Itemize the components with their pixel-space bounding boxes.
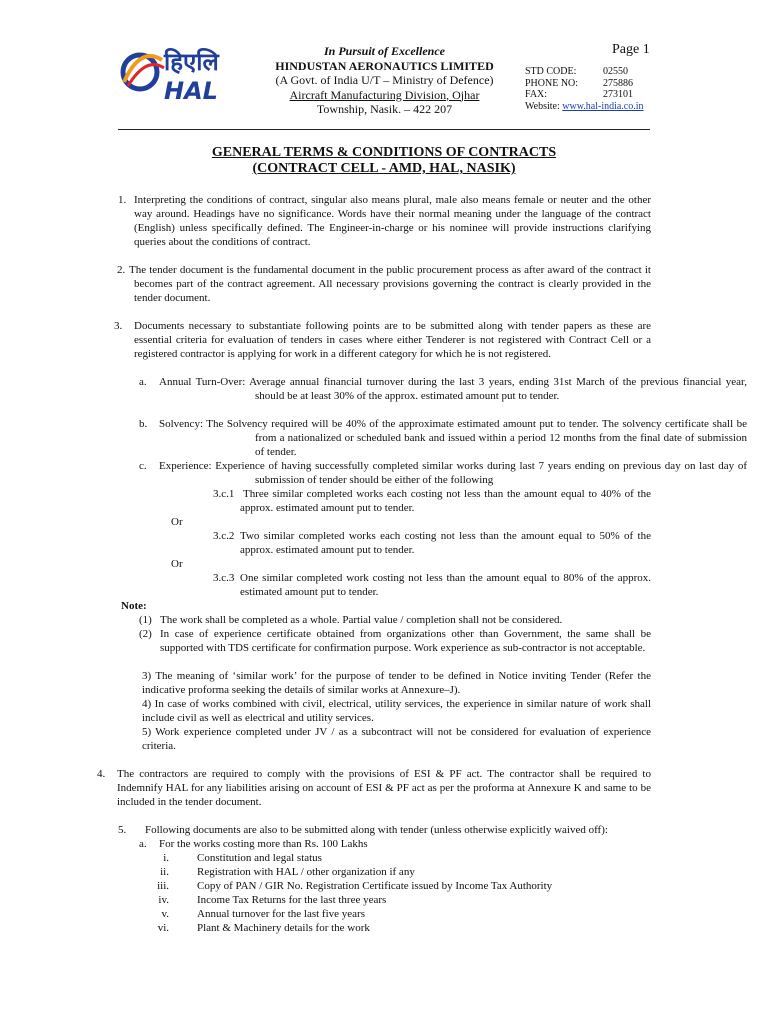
clause-3-text: Documents necessary to substantiate following points are to be submitted along with tender papers as these are essential criteria for evaluation of tenders in cases where either Tenderer is not registered with Contract Cell or a registered contractor is applying for work in a different category for which he is not registered. (134, 320, 651, 360)
clause-3-number: 3. (114, 320, 123, 332)
page-number: Page 1 (612, 42, 650, 57)
note-label: Note: (121, 600, 147, 612)
clause-3a-body: Average annual financial turnover during the last 3 years, ending 31st March of the previous financial year, should be at least 30% of the approx. estimated amount put to tender. (249, 376, 748, 402)
clause-1-text: Interpreting the conditions of contract, singular also means plural, male also means female or neuter and the other way around. Headings have no significance. Words have their normal meaning under the language of the contract (English) unless specifically defined. The Engineer-in-charge or his nominee will provide instructions clarifying queries about the conditions of contract. (134, 194, 651, 248)
clause-5-number: 5. (118, 824, 127, 836)
clause-5a-text: For the works costing more than Rs. 100 Lakhs (159, 838, 368, 850)
note-item (142, 669, 651, 697)
list-item: Annual turnover for the last five years (197, 908, 365, 920)
website-row (525, 101, 644, 113)
contact-value: 273101 (603, 89, 633, 100)
govt-line: (A Govt. of India U/T – Ministry of Defence) (275, 73, 494, 87)
clause-4-number: 4. (97, 768, 106, 780)
clause-3a-number: a. (139, 376, 147, 388)
contact-row (525, 89, 644, 101)
logo-hindi-text: हिएलि (164, 48, 219, 76)
list-item: Income Tax Returns for the last three years (197, 894, 387, 906)
clause-3c-head: Experience: (159, 460, 212, 472)
clause-3c2-text: Two similar completed works each costing not less than the amount equal to 50% of the approx. estimated amount put to tender. (240, 530, 651, 556)
clause-3a-text (159, 375, 747, 403)
list-item: Copy of PAN / GIR No. Registration Certificate issued by Income Tax Authority (197, 880, 553, 892)
clause-5a-number: a. (139, 838, 147, 850)
hal-logo (118, 42, 258, 104)
clause-2-number: 2. (117, 264, 126, 276)
contact-row (525, 66, 644, 78)
contact-row (525, 78, 644, 90)
company-name: HINDUSTAN AERONAUTICS LIMITED (275, 58, 494, 73)
clause-3c2-number: 3.c.2 (213, 530, 235, 542)
clause-2-text: The tender document is the fundamental document in the public procurement process as after award of the contract it becomes part of the contract agreement. All necessary provisions governing the contract is clearly provided in the tender document. (129, 264, 651, 304)
clause-3c-number: c. (139, 460, 147, 472)
clause-3b-number: b. (139, 418, 148, 430)
letterhead (262, 44, 507, 117)
note-text: Work experience completed under JV / as a subcontract will not be considered for evaluation of experience criteria. (142, 726, 651, 752)
note-number: (1) (139, 614, 152, 626)
list-item: Plant & Machinery details for the work (197, 922, 370, 934)
note-item (142, 697, 651, 725)
clause-3c1-text: Three similar completed works each costing not less than the amount equal to 40% of the approx. estimated amount put to tender. (240, 488, 651, 514)
title-line-1: GENERAL TERMS & CONDITIONS OF CONTRACTS (211, 145, 557, 160)
contact-value: 02550 (603, 66, 628, 77)
clause-3b-body: The Solvency required will be 40% of the approximate estimated amount put to tender. The solvency certificate shall be from a nationalized or scheduled bank and issued within a period 12 months from the final date of submission of tender. (206, 418, 747, 458)
clause-3a-head: Annual Turn-Over: (159, 376, 246, 388)
website-link[interactable]: www.hal-india.co.in (562, 100, 644, 112)
header-divider (118, 129, 650, 130)
note-text: The work shall be completed as a whole. Partial value / completion shall not be considered. (160, 614, 563, 626)
clause-3c3-text: One similar completed work costing not less than the amount equal to 80% of the approx. estimated amount put to tender. (240, 572, 651, 598)
contact-block (525, 66, 644, 112)
note-number: 3) (142, 670, 152, 682)
list-number: vi. (157, 922, 169, 934)
note-number: 4) (142, 698, 152, 710)
note-number: (2) (139, 628, 152, 640)
tagline: In Pursuit of Excellence (323, 44, 445, 58)
clause-3c-text (159, 459, 747, 487)
address-line: Township, Nasik. – 422 207 (316, 102, 453, 116)
clause-5-text: Following documents are also to be submitted along with tender (unless otherwise explicitly waived off): (145, 824, 608, 836)
list-number: i. (163, 852, 169, 864)
document-title (118, 145, 650, 177)
list-number: ii. (160, 866, 169, 878)
clause-4-text: The contractors are required to comply with the provisions of ESI & PF act. The contractor shall be required to Indemnify HAL for any liabilities arising on account of ESI & PF act as per the proforma at Annexure K and same to be included in the tender document. (117, 768, 651, 808)
note-item (142, 725, 651, 753)
clause-3c-body: Experience of having successfully completed similar works during last 7 years ending on previous day on last day of submission of tender should be either of the following (215, 460, 747, 486)
list-number: iv. (158, 894, 169, 906)
or-separator: Or (171, 516, 183, 528)
clause-3b-text (159, 417, 747, 459)
hal-emblem-icon (118, 42, 258, 104)
website-label: Website: (525, 100, 560, 112)
clause-3b-head: Solvency: (159, 418, 203, 430)
contact-label: FAX: (525, 89, 548, 100)
list-number: iii. (157, 880, 169, 892)
note-text: In case of works combined with civil, electrical, utility services, the experience in similar nature of work shall include civil as well as electrical and utility services. (142, 698, 652, 724)
list-item: Constitution and legal status (197, 852, 322, 864)
title-line-2: (CONTRACT CELL - AMD, HAL, NASIK) (252, 161, 516, 176)
clause-3c1-number: 3.c.1 (213, 488, 235, 500)
note-number: 5) (142, 726, 152, 738)
list-number: v. (161, 908, 169, 920)
clause-3c3-number: 3.c.3 (213, 572, 235, 584)
note-text: In case of experience certificate obtained from organizations other than Government, the same shall be supported with TDS certificate for confirmation purpose. Work experience as sub-contractor is not acceptable. (160, 628, 651, 654)
contact-label: PHONE NO: (525, 77, 579, 89)
note-text: The meaning of ‘similar work’ for the purpose of tender to be defined in Notice inviting Tender (Refer the indicative proforma seeking the details of similar works at Annexure–J). (142, 670, 651, 696)
or-separator: Or (171, 558, 183, 570)
logo-latin-text: HAL (164, 77, 218, 104)
list-item: Registration with HAL / other organization if any (197, 866, 415, 878)
clause-1-number: 1. (118, 194, 127, 206)
division-line: Aircraft Manufacturing Division, Ojhar (289, 87, 480, 102)
contact-value: 275886 (603, 77, 633, 89)
contact-label: STD CODE: (525, 66, 577, 77)
